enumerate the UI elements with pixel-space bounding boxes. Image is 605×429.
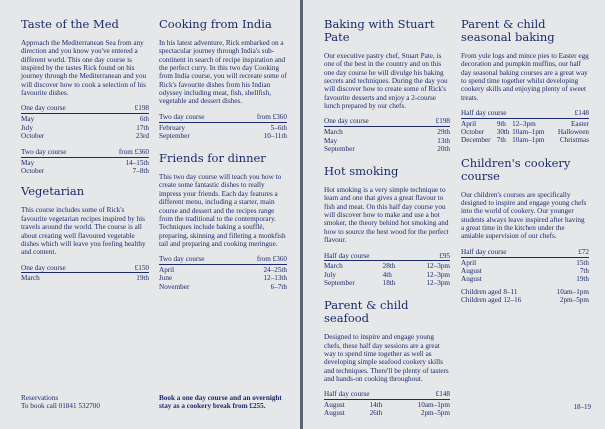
table-date: 28th <box>382 262 396 271</box>
reservations-title: Reservations <box>21 394 59 402</box>
table-date: 7th <box>496 136 506 145</box>
table-date: 14–15th <box>125 158 149 167</box>
table-month: May <box>324 136 338 145</box>
left-column-1 <box>21 18 149 291</box>
table-date: 30th <box>496 128 510 137</box>
taste-med-body: Approach the Mediterranean Sea from any direction and you know you've entered a different world. This one day course is inspired by the tastes Rick found on his journey through the Mediterranean and you will discover how to cook a selection of his favourite dishes. <box>21 39 147 98</box>
table-date: 18th <box>382 278 396 287</box>
table-date: 12–13th <box>263 274 287 283</box>
table-event: Easter <box>571 119 589 128</box>
table-month: June <box>159 274 173 283</box>
table-month: October <box>21 131 45 140</box>
table-time: 12–3pm <box>512 119 536 128</box>
table-time: 10am–1pm <box>417 401 450 410</box>
age-time: 2pm–5pm <box>559 295 589 304</box>
friends-two-day-table <box>159 255 287 291</box>
age-group: Children aged 8–11 <box>461 287 518 296</box>
india-title: Cooking from India <box>159 17 272 31</box>
left-page <box>0 0 300 429</box>
friends-body: This two day course will teach you how to create some fantastic dishes to really impress your friends. Each day features a different menu, including a starter, main course and dessert and the recipes range from the traditional to the contemporary. Techniques include baking a soufflé, preparing, skinning and filleting a monkfish tail and preparing and cooking meringue. <box>159 173 286 248</box>
table-date: 6th <box>139 115 149 124</box>
table-date: 23rd <box>135 131 149 140</box>
childrens-title: Children's cookery course <box>461 155 571 183</box>
table-price: £148 <box>551 109 589 118</box>
table-date: 4th <box>382 270 392 279</box>
childrens-age-table <box>461 288 589 305</box>
table-price: from £360 <box>236 255 287 264</box>
india-two-day-table <box>159 113 287 140</box>
table-date: 20th <box>437 144 450 153</box>
table-month: October <box>21 167 45 176</box>
age-time: 10am–1pm <box>556 287 589 296</box>
table-month: September <box>324 278 355 287</box>
childrens-half-day-table <box>461 248 589 284</box>
seafood-title: Parent & child seafood <box>324 298 409 326</box>
vegetarian-one-day-table <box>21 264 149 283</box>
seasonal-baking-title <box>461 18 589 44</box>
table-month: August <box>461 266 482 275</box>
table-month: May <box>21 158 35 167</box>
table-label: Two day course <box>21 148 98 157</box>
table-date: 24–25th <box>263 266 287 275</box>
seasonal-title-line1: Parent & child <box>461 17 546 31</box>
right-column-1 <box>324 18 450 426</box>
table-date: 19th <box>576 275 589 284</box>
table-month: November <box>159 282 190 291</box>
table-event: Halloween <box>557 128 589 137</box>
table-label: Half day course <box>324 252 407 261</box>
table-date: 7–8th <box>132 167 149 176</box>
baking-one-day-table <box>324 117 450 153</box>
cookery-break-promo: Book a one day course and an overnight stay as a cookery break from £255. <box>159 394 282 411</box>
table-date: 10–11th <box>263 131 287 140</box>
reservations <box>21 394 100 411</box>
childrens-body: Our children's courses are specifically designed to inspire and engage young chefs into the world of cookery. Our younger students always leave inspired after having a great time in the kitchen under the amiable supervision of our chefs. <box>461 190 587 241</box>
table-date: 26th <box>369 409 383 418</box>
table-date: 14th <box>369 401 383 410</box>
table-month: July <box>324 270 336 279</box>
page-numbers: 18–19 <box>573 403 591 411</box>
table-month: October <box>461 128 485 137</box>
table-date: 29th <box>437 128 450 137</box>
table-month: August <box>324 409 345 418</box>
table-label: Two day course <box>159 113 236 122</box>
table-month: May <box>21 115 35 124</box>
table-month: March <box>324 128 343 137</box>
right-page <box>303 0 605 429</box>
table-label: Half day course <box>461 109 551 118</box>
table-month: August <box>324 401 345 410</box>
table-date: 9th <box>496 119 506 128</box>
table-month: February <box>159 123 185 132</box>
table-date: 6–7th <box>270 282 287 291</box>
table-month: April <box>461 258 477 267</box>
table-date: 5–6th <box>270 123 287 132</box>
table-price: £198 <box>118 104 149 113</box>
table-label: Half day course <box>461 248 561 257</box>
table-date: 13th <box>437 136 450 145</box>
taste-med-title: Taste of the Med <box>21 17 119 31</box>
table-date: 17th <box>136 123 149 132</box>
table-label: One day course <box>21 104 118 113</box>
friends-title: Friends for dinner <box>159 151 266 166</box>
table-date: 19th <box>136 274 149 283</box>
table-month: March <box>21 274 40 283</box>
table-price: from £360 <box>236 113 287 122</box>
table-time: 12–3pm <box>426 278 450 287</box>
table-time: 12–3pm <box>426 270 450 279</box>
taste-med-one-day-table <box>21 104 149 140</box>
table-date: 15th <box>576 258 589 267</box>
seasonal-body: From yule logs and mince pies to Easter egg decoration and pumpkin muffins, our half day seasonal baking courses are a great way to spend time together whilst developing cookery skills and enjoying plenty of sweet treats. <box>461 52 589 102</box>
table-price: from £360 <box>98 148 149 157</box>
seafood-body: Designed to inspire and engage young chefs, these half day sessions are a great way to spend time together as well as developing simple seafood cookery skills and techniques. There'll be plenty of tasters and hands-on cooking throughout. <box>324 333 449 383</box>
table-month: August <box>461 275 482 284</box>
reservations-phone: To book call 01841 532700 <box>21 402 100 411</box>
seasonal-title-line2: seasonal baking <box>461 30 555 44</box>
smoking-body: Hot smoking is a very simple technique to learn and one that gives a great flavour to fish and meat. On this half day course you will discover how to make and use a hot smoker, the theory behind hot smoking and how to source the best wood for the perfect flavour. <box>324 186 449 245</box>
table-time: 2pm–5pm <box>420 409 450 418</box>
table-month: April <box>461 119 477 128</box>
table-month: April <box>159 266 175 275</box>
table-month: July <box>21 123 33 132</box>
table-label: One day course <box>324 117 419 126</box>
table-month: September <box>159 131 190 140</box>
smoking-half-day-table <box>324 252 450 288</box>
table-price: £72 <box>561 248 589 257</box>
vegetarian-title: Vegetarian <box>21 184 85 199</box>
table-price: £95 <box>407 252 450 261</box>
seafood-half-day-table <box>324 390 450 417</box>
table-time: 12–3pm <box>426 262 450 271</box>
smoking-title: Hot smoking <box>324 164 399 179</box>
table-price: £148 <box>398 390 450 399</box>
table-label: Two day course <box>159 255 236 264</box>
table-label: One day course <box>21 264 118 273</box>
baking-body: Our executive pastry chef, Stuart Pate, is one of the best in the country and on this one day course he will divulge his baking secrets and techniques. During the day you will discover how to create some of Rick's favourite desserts and enjoy a 2-course lunch prepared by our chefs. <box>324 52 448 111</box>
table-time: 10am–1pm <box>512 128 545 137</box>
age-group: Children aged 12–16 <box>461 295 522 304</box>
table-label: Half day course <box>324 390 398 399</box>
table-date: 7th <box>579 266 589 275</box>
right-column-2 <box>461 18 589 312</box>
baking-title: Baking with Stuart Pate <box>324 17 435 44</box>
table-price: £198 <box>419 117 450 126</box>
seasonal-half-day-table <box>461 109 589 145</box>
table-month: September <box>324 144 355 153</box>
table-month: December <box>461 136 491 145</box>
vegetarian-body: This course includes some of Rick's favourite vegetarian recipes inspired by his travels around the world. The course is all about creating well flavoured vegetable dishes which will leave you feeling healthy and content. <box>21 206 146 257</box>
left-column-2 <box>159 18 287 299</box>
table-price: £150 <box>118 264 149 273</box>
table-event: Christmas <box>559 136 589 145</box>
table-month: March <box>324 262 343 271</box>
table-time: 10am–1pm <box>512 136 545 145</box>
taste-med-two-day-table <box>21 148 149 175</box>
india-body: In his latest adventure, Rick embarked on a spectacular journey through India's sub-continent in search of recipe inspiration and the perfect curry. In this two day Cooking from India course, you will recreate some of Rick's favourite dishes from his Indian odyssey including meat, fish, shellfish, vegetable and dessert dishes. <box>159 39 287 106</box>
